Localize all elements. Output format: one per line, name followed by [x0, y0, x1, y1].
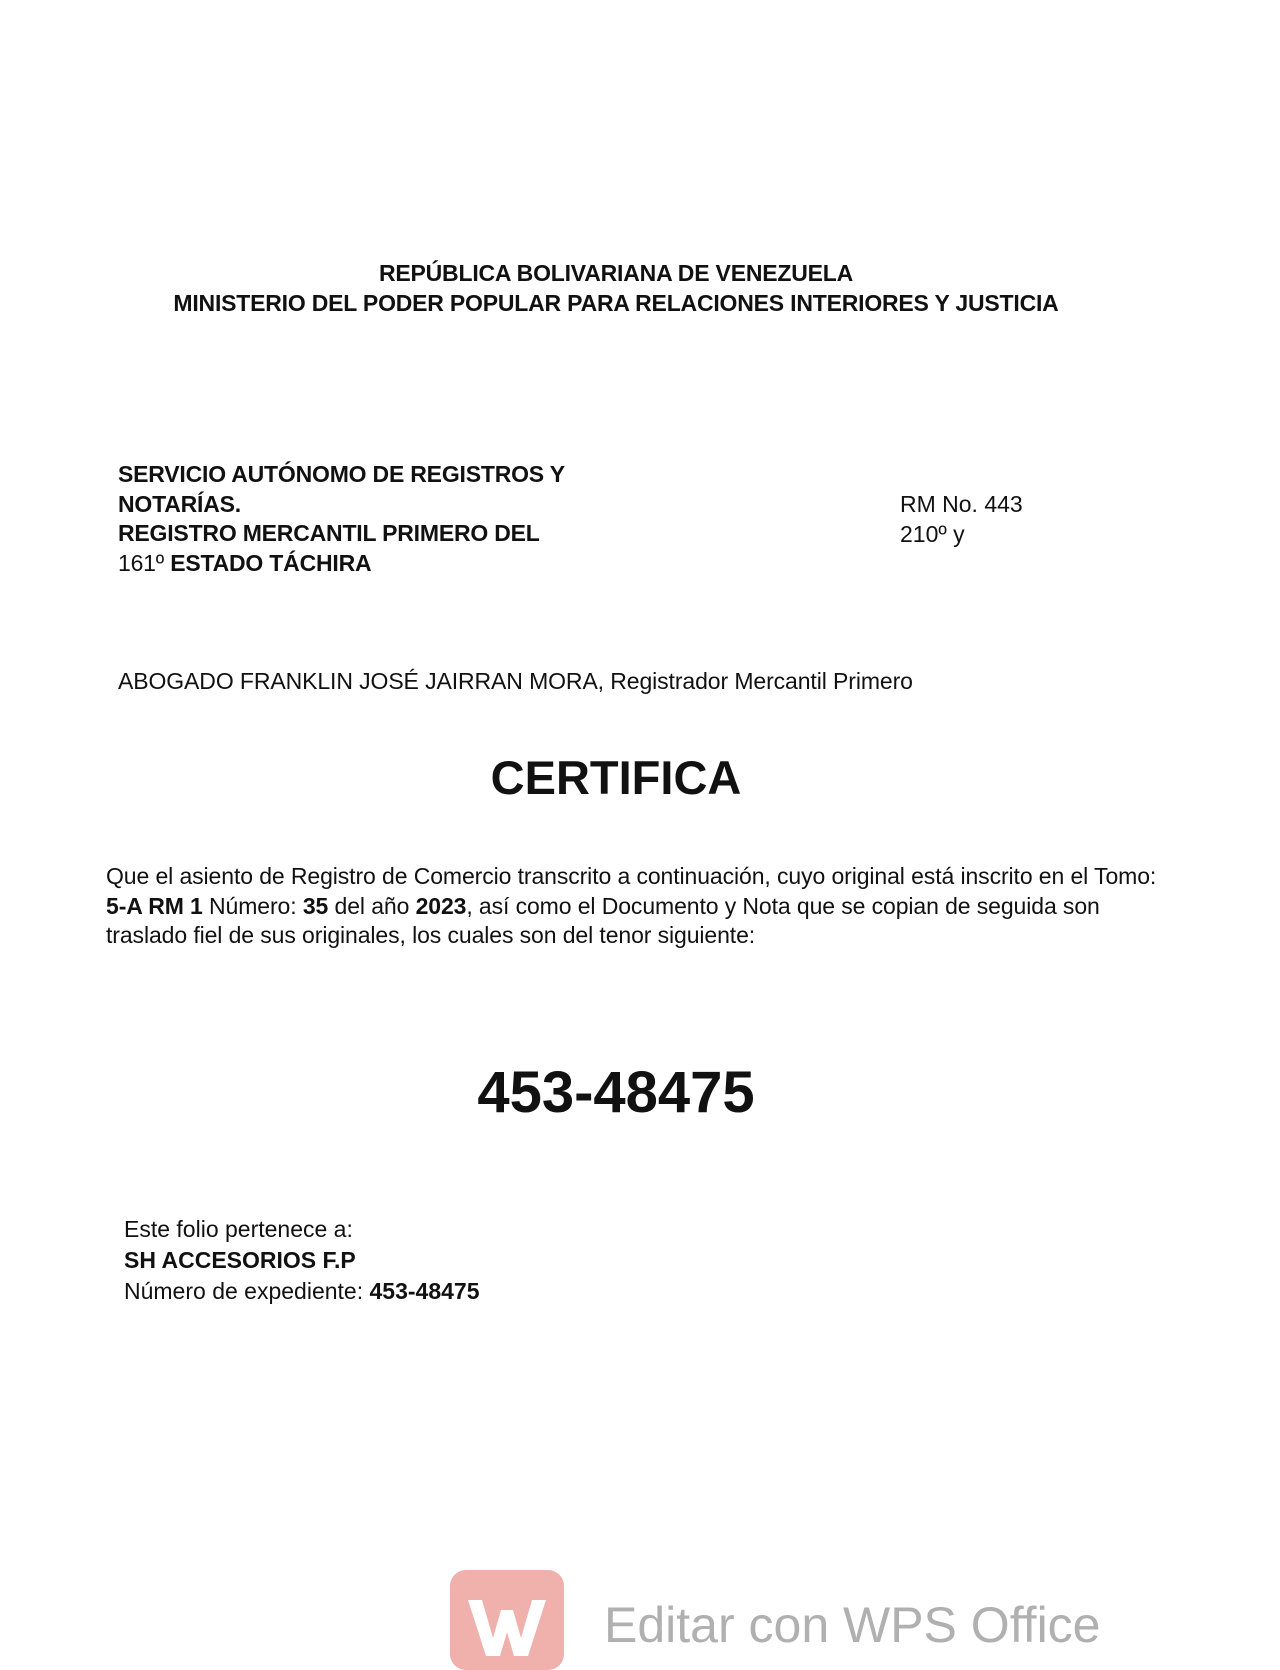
wps-edit-link[interactable]: Editar con WPS Office	[604, 1597, 1101, 1653]
folio-label: Este folio pertenece a:	[124, 1216, 353, 1242]
header-republic: REPÚBLICA BOLIVARIANA DE VENEZUELA	[378, 260, 854, 286]
anio-value: 2023	[415, 892, 467, 919]
company-name: SH ACCESORIOS F.P	[124, 1247, 356, 1273]
paragraph-text-3: del año	[328, 892, 416, 919]
file-number-large: 453-48475	[477, 1060, 755, 1125]
office-line-1: SERVICIO AUTÓNOMO DE REGISTROS Y	[118, 461, 565, 487]
tomo-value: 5-A RM 1	[106, 892, 203, 919]
wps-w-glyph	[450, 1570, 564, 1670]
expediente-label: Número de expediente:	[124, 1278, 370, 1304]
office-line-2: NOTARÍAS.	[118, 490, 241, 517]
office-line-4	[118, 549, 565, 579]
office-line-4-prefix: 161º	[118, 549, 164, 576]
expediente-line	[124, 1276, 480, 1307]
certification-paragraph	[106, 862, 1176, 951]
year-reference: 210º y	[900, 520, 965, 547]
header-ministry: MINISTERIO DEL PODER POPULAR PARA RELACIONES INTERIORES Y JUSTICIA	[173, 290, 1059, 316]
registry-info-block	[900, 490, 1023, 549]
wps-logo-icon[interactable]	[450, 1570, 564, 1670]
document-header	[0, 258, 1232, 318]
paragraph-text-4: , así como el Documento y Nota que se copian de seguida son traslado fiel de sus originales, los cuales son del tenor siguiente:	[106, 892, 1100, 948]
numero-value: 35	[302, 892, 329, 919]
office-line-3: REGISTRO MERCANTIL PRIMERO DEL	[118, 520, 540, 546]
rm-number: RM No. 443	[900, 491, 1023, 517]
registrar-line: ABOGADO FRANKLIN JOSÉ JAIRRAN MORA, Registrador Mercantil Primero	[118, 668, 913, 694]
expediente-value: 453-48475	[369, 1278, 480, 1304]
office-block	[118, 460, 565, 578]
paragraph-text-2: Número:	[202, 892, 303, 919]
folio-block	[124, 1214, 480, 1307]
certifica-title: CERTIFICA	[490, 751, 742, 804]
paragraph-text-1: Que el asiento de Registro de Comercio transcrito a continuación, cuyo original está inscrito en el Tomo:	[106, 863, 1157, 889]
office-line-4-state: ESTADO TÁCHIRA	[170, 549, 372, 576]
